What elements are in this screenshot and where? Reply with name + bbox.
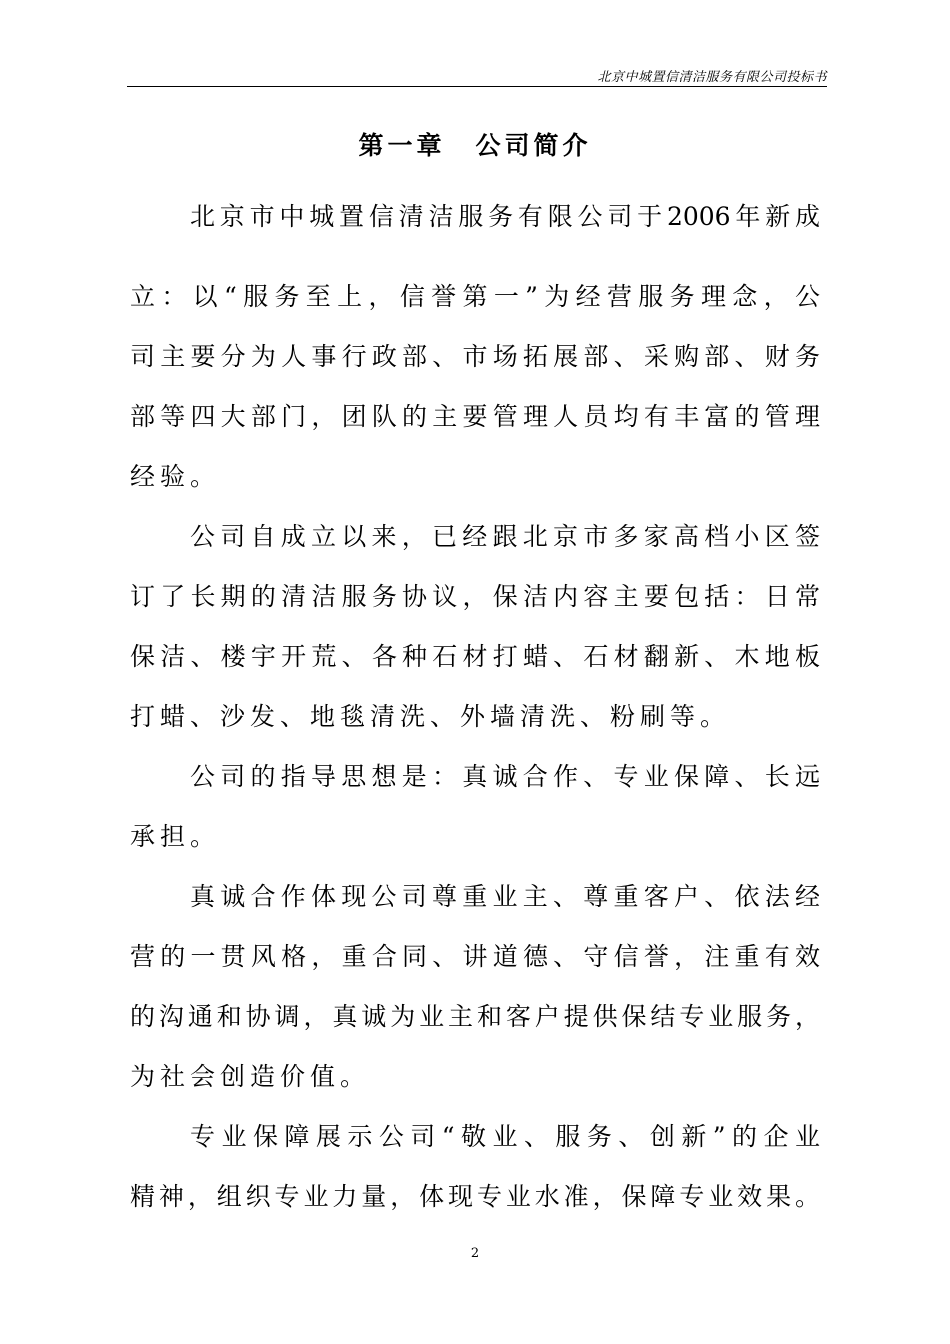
paragraph-line: 司主要分为人事行政部、市场拓展部、采购部、财务 (130, 342, 820, 371)
paragraph-line: 立：以“服务至上，信誉第一”为经营服务理念，公 (130, 282, 820, 311)
paragraph-line: 的沟通和协调，真诚为业主和客户提供保结专业服务， (130, 1002, 820, 1031)
chapter-title: 公司简介 (475, 131, 592, 160)
page-number: 2 (470, 1246, 480, 1261)
paragraph-line: 打蜡、沙发、地毯清洗、外墙清洗、粉刷等。 (130, 702, 731, 731)
paragraph-line: 精神，组织专业力量，体现专业水准，保障专业效果。 (130, 1182, 820, 1211)
paragraph-line: 订了长期的清洁服务协议，保洁内容主要包括：日常 (130, 582, 820, 611)
paragraph-line: 北京市中城置信清洁服务有限公司于2006年新成 (190, 202, 820, 231)
paragraph-line: 保洁、楼宇开荒、各种石材打蜡、石材翻新、木地板 (130, 642, 820, 671)
page-header (127, 64, 827, 87)
paragraph-line: 为社会创造价值。 (130, 1062, 371, 1091)
paragraph-line: 部等四大部门，团队的主要管理人员均有丰富的管理 (130, 402, 820, 431)
paragraph-line: 经验。 (130, 462, 221, 491)
paragraph-line: 公司的指导思想是：真诚合作、专业保障、长远 (190, 762, 820, 791)
paragraph-line: 真诚合作体现公司尊重业主、尊重客户、依法经 (190, 882, 820, 911)
paragraph-line: 专业保障展示公司“敬业、服务、创新”的企业 (190, 1122, 820, 1151)
header-title: 北京中城置信清洁服务有限公司投标书 (597, 70, 827, 85)
chapter-number: 第一章 (358, 131, 446, 160)
paragraph-line: 公司自成立以来，已经跟北京市多家高档小区签 (190, 522, 820, 551)
chapter-heading (0, 126, 950, 162)
paragraph-line: 承担。 (130, 822, 221, 851)
paragraph-line: 营的一贯风格，重合同、讲道德、守信誉，注重有效 (130, 942, 820, 971)
